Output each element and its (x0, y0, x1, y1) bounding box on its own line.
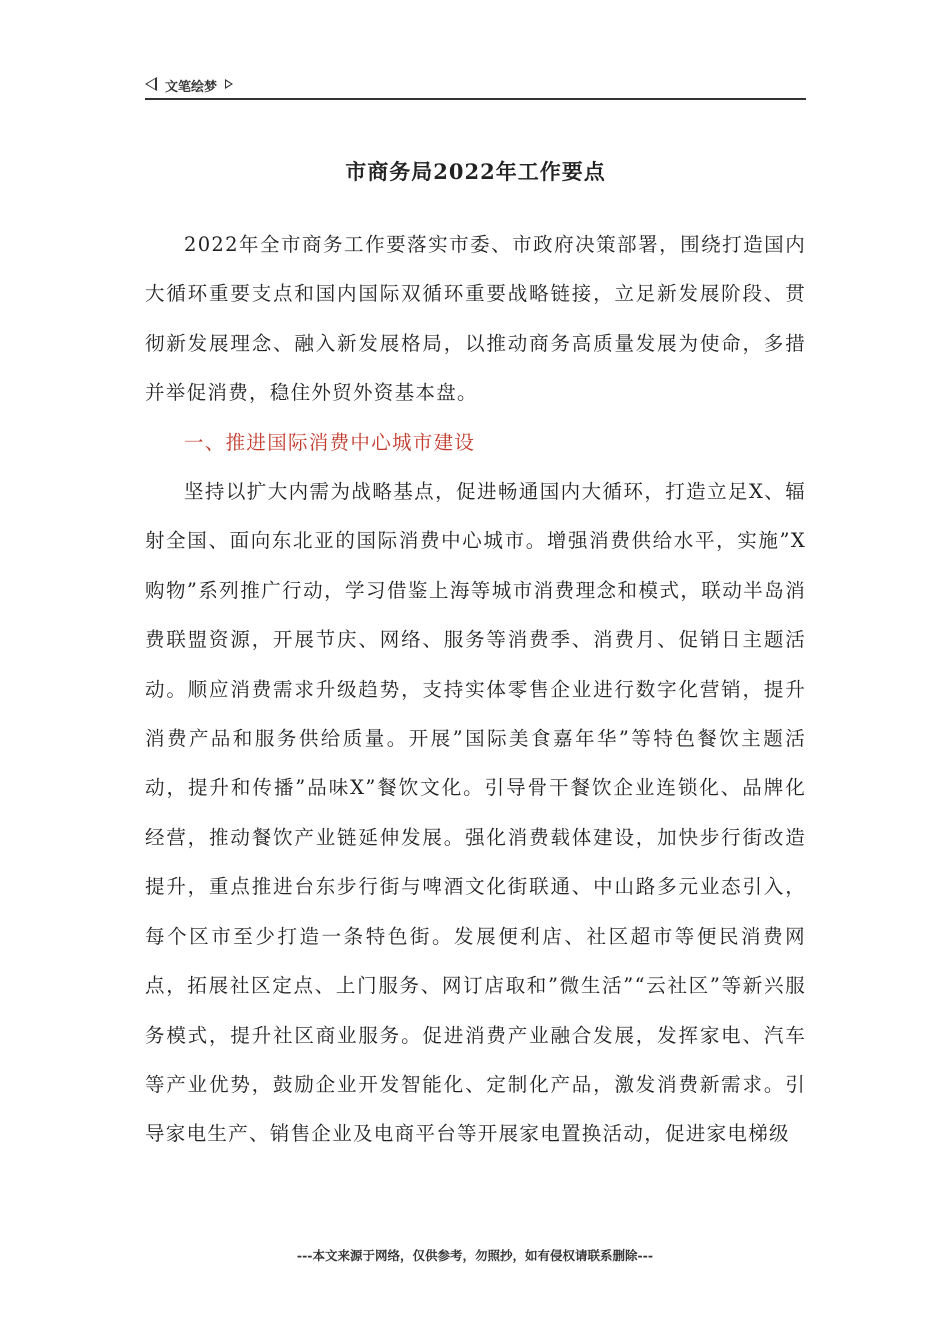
page-header (145, 74, 806, 100)
document-body (145, 220, 806, 1159)
section-heading: 一、推进国际消费中心城市建设 (184, 430, 476, 454)
intro-paragraph: 2022年全市商务工作要落实市委、市政府决策部署，围绕打造国内大循环重要支点和国内国际双循环重要战略链接，立足新发展阶段、贯彻新发展理念、融入新发展格局，以推动商务高质量发展为使命，多措并举促消费，稳住外贸外资基本盘。 (145, 233, 806, 405)
triangle-left-icon (145, 77, 157, 91)
triangle-right-icon (225, 79, 233, 89)
section-paragraph: 坚持以扩大内需为战略基点，促进畅通国内大循环，打造立足X、辐射全国、面向东北亚的国际消费中心城市。增强消费供给水平，实施”X购物”系列推广行动，学习借鉴上海等城市消费理念和模式，联动半岛消费联盟资源，开展节庆、网络、服务等消费季、消费月、促销日主题活动。顺应消费需求升级趋势，支持实体零售企业进行数字化营销，提升消费产品和服务供给质量。开展”国际美食嘉年华”等特色餐饮主题活动，提升和传播”品味X”餐饮文化。引导骨干餐饮企业连锁化、品牌化经营，推动餐饮产业链延伸发展。强化消费载体建设，加快步行街改造提升，重点推进台东步行街与啤酒文化街联通、中山路多元业态引入，每个区市至少打造一条特色街。发展便利店、社区超市等便民消费网点，拓展社区定点、上门服务、网订店取和”微生活”“云社区”等新兴服务模式，提升社区商业服务。促进消费产业融合发展，发挥家电、汽车等产业优势，鼓励企业开发智能化、定制化产品，激发消费新需求。引导家电生产、销售企业及电商平台等开展家电置换活动，促进家电梯级 (145, 480, 806, 1146)
document-title: 市商务局2022年工作要点 (345, 159, 606, 184)
brand-label: 文笔绘梦 (165, 80, 218, 95)
footer-disclaimer: ---本文来源于网络，仅供参考，勿照抄，如有侵权请联系删除--- (296, 1248, 654, 1263)
